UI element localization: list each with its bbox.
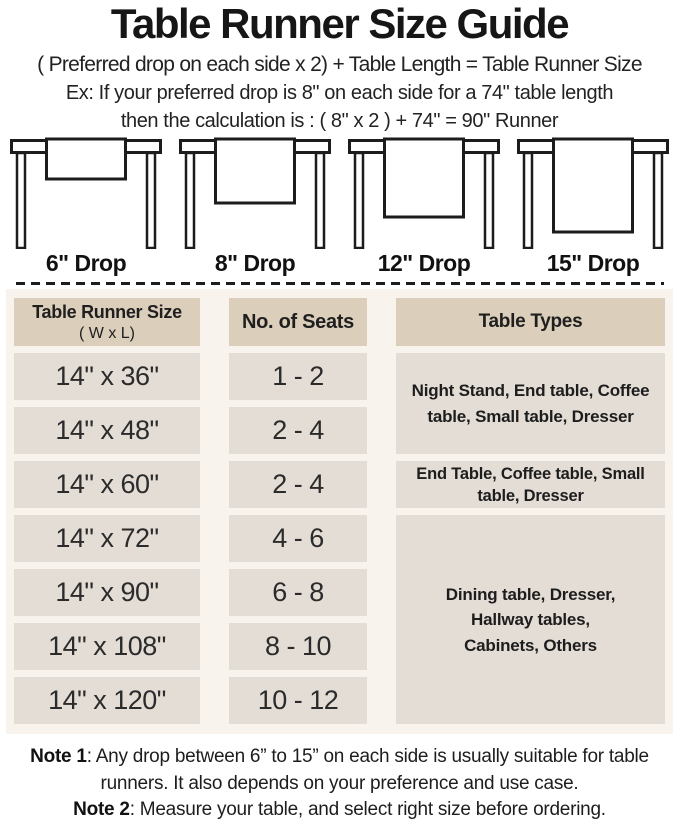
runner-size-cell: 14" x 120" — [14, 677, 200, 724]
formula-text: ( Preferred drop on each side x 2) + Table Length = Table Runner Size — [37, 53, 642, 77]
runner-size-cell: 14" x 90" — [14, 569, 200, 616]
seats-cell: 2 - 4 — [229, 461, 367, 508]
table-with-runner-icon — [10, 137, 162, 249]
runner-size-cell: 14" x 108" — [14, 623, 200, 670]
seats-cell: 4 - 6 — [229, 515, 367, 562]
notes — [1, 744, 678, 823]
page-title: Table Runner Size Guide — [110, 0, 569, 47]
drop-labels-row — [0, 250, 679, 277]
seats-cell: 2 - 4 — [229, 407, 367, 454]
table-types-cell: Dining table, Dresser, Hallway tables, Cabinets, Others — [396, 515, 665, 724]
table-with-runner-icon — [517, 137, 669, 249]
size-table — [14, 298, 665, 724]
drop-figure-8in — [171, 137, 340, 249]
seats-cell: 6 - 8 — [229, 569, 367, 616]
note-2-text: : Measure your table, and select right size before ordering. — [129, 798, 606, 820]
drop-label-12in: 12" Drop — [377, 250, 471, 277]
drop-label-15in: 15" Drop — [546, 250, 640, 277]
header-seats: No. of Seats — [229, 298, 367, 346]
seats-cell: 1 - 2 — [229, 353, 367, 400]
example-line-2: then the calculation is : ( 8" x 2 ) + 74" = 90" Runner — [120, 110, 559, 133]
header-runner-size — [14, 298, 200, 346]
seats-cell: 8 - 10 — [229, 623, 367, 670]
example-line-1: Ex: If your preferred drop is 8" on each side for a 74" table length — [65, 82, 614, 105]
note-1-label: Note 1 — [30, 746, 87, 768]
header-table-types: Table Types — [396, 298, 665, 346]
drop-illustrations — [0, 137, 679, 249]
seats-cell: 10 - 12 — [229, 677, 367, 724]
runner-size-cell: 14" x 72" — [14, 515, 200, 562]
runner-size-cell: 14" x 36" — [14, 353, 200, 400]
drop-figure-15in — [509, 137, 678, 249]
header-runner-size-title: Table Runner Size — [32, 302, 182, 323]
drop-figure-6in — [2, 137, 171, 249]
runner-size-cell: 14" x 48" — [14, 407, 200, 454]
header-runner-size-sub: ( W x L) — [79, 325, 135, 343]
size-table-panel — [6, 289, 673, 734]
note-2-label: Note 2 — [73, 798, 130, 820]
note-2 — [1, 797, 678, 823]
table-types-cell: End Table, Coffee table, Small table, Dresser — [396, 461, 665, 508]
note-1-text: : Any drop between 6” to 15” on each side is usually suitable for table runners. It also depends on your preference and use case. — [86, 746, 649, 794]
runner-size-cell: 14" x 60" — [14, 461, 200, 508]
table-with-runner-icon — [179, 137, 331, 249]
dashed-divider — [16, 282, 664, 285]
drop-label-8in: 8" Drop — [214, 250, 296, 277]
table-with-runner-icon — [348, 137, 500, 249]
drop-figure-12in — [340, 137, 509, 249]
table-types-cell: Night Stand, End table, Coffee table, Small table, Dresser — [396, 353, 665, 454]
drop-label-6in: 6" Drop — [45, 250, 127, 277]
note-1 — [1, 744, 678, 796]
